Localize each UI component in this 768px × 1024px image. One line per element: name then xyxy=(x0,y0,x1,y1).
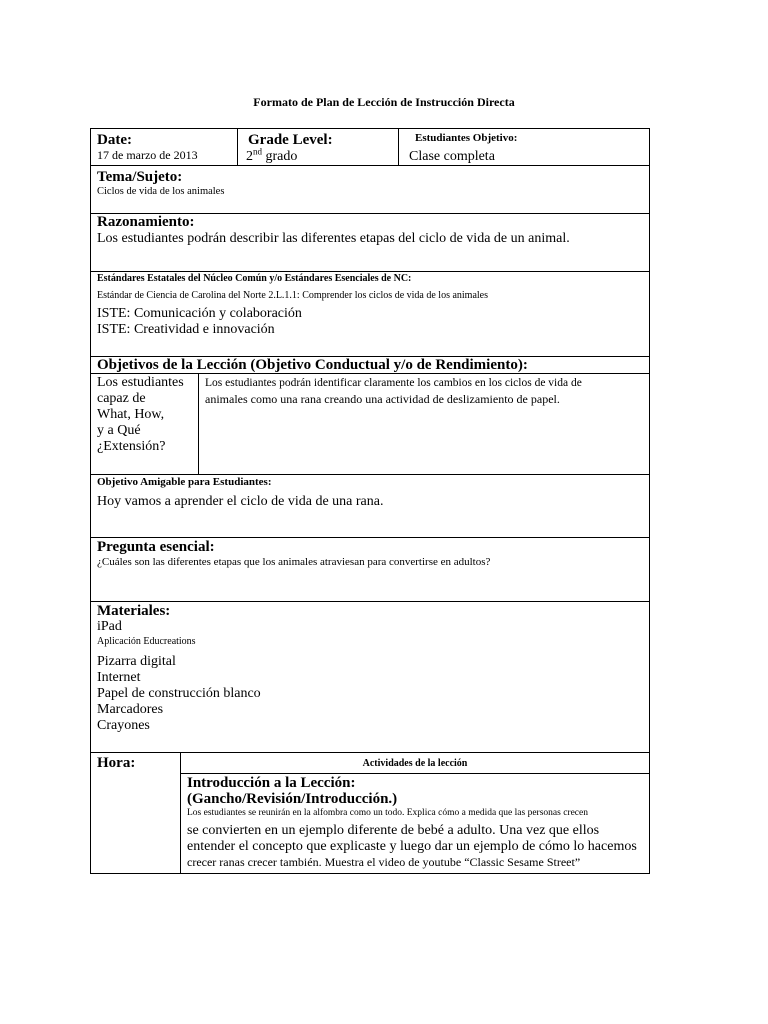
objectives-left-line: y a Qué xyxy=(97,423,141,438)
time-cell xyxy=(91,753,181,873)
objectives-left-line: Los estudiantes xyxy=(97,375,184,390)
time-label: Hora: xyxy=(97,755,136,771)
intro-section xyxy=(181,774,649,870)
standards-line1: Estándar de Ciencia de Carolina del Norte 2.L.1.1: Comprender los ciclos de vida de los animales xyxy=(97,290,488,301)
materials-app: Aplicación Educreations xyxy=(97,636,196,647)
intro-small: Los estudiantes se reunirán en la alfombra como un todo. Explica cómo a medida que las personas crecen xyxy=(187,808,588,818)
date-cell xyxy=(91,129,238,165)
grade-word: grado xyxy=(265,149,298,164)
grade-suffix: nd xyxy=(253,146,262,157)
objectives-left-line: ¿Extensión? xyxy=(97,439,166,454)
objectives-row xyxy=(91,374,649,475)
materials-label: Materiales: xyxy=(97,603,171,619)
materials-item: iPad xyxy=(97,619,122,634)
date-value: 17 de marzo de 2013 xyxy=(97,148,198,162)
essential-question-value: ¿Cuáles son las diferentes etapas que los animales atraviesan para convertirse en adultos? xyxy=(97,556,491,568)
activities-cell xyxy=(181,753,649,873)
grade-label: Grade Level: xyxy=(248,132,333,148)
objectives-left-line: What, How, xyxy=(97,407,165,422)
essential-question-row xyxy=(91,539,649,602)
grade-value xyxy=(246,146,398,165)
activities-header xyxy=(181,753,649,774)
objectives-header-row xyxy=(91,357,649,374)
friendly-objective-row xyxy=(91,475,649,538)
activities-row xyxy=(91,753,649,873)
materials-item: Internet xyxy=(97,670,141,685)
grade-number: 2 xyxy=(246,149,253,164)
objectives-right-line1: Los estudiantes podrán identificar claramente los cambios en los ciclos de vida de xyxy=(205,377,582,389)
objectives-right-cell xyxy=(199,374,649,474)
students-label: Estudiantes Objetivo: xyxy=(415,132,518,144)
materials-item: Pizarra digital xyxy=(97,654,176,669)
objectives-label: Objetivos de la Lección (Objetivo Conductual y/o de Rendimiento): xyxy=(97,357,528,373)
activities-header-label: Actividades de la lección xyxy=(362,758,468,769)
rationale-label: Razonamiento: xyxy=(97,214,195,230)
date-label: Date: xyxy=(97,132,132,148)
materials-item: Papel de construcción blanco xyxy=(97,686,261,701)
intro-title1: Introducción a la Lección: xyxy=(187,775,356,791)
materials-row xyxy=(91,603,649,753)
standards-line2: ISTE: Comunicación y colaboración xyxy=(97,306,302,321)
document-title: Formato de Plan de Lección de Instrucción Directa xyxy=(253,95,515,109)
objectives-left-line: capaz de xyxy=(97,391,146,406)
topic-row xyxy=(91,166,649,214)
students-value: Clase completa xyxy=(409,149,495,164)
intro-line1: se convierten en un ejemplo diferente de bebé a adulto. Una vez que ellos xyxy=(187,823,600,838)
standards-line3: ISTE: Creatividad e innovación xyxy=(97,322,275,337)
standards-row xyxy=(91,272,649,357)
standards-label: Estándares Estatales del Núcleo Común y/o Estándares Esenciales de NC: xyxy=(97,273,412,284)
friendly-objective-label: Objetivo Amigable para Estudiantes: xyxy=(97,476,272,488)
students-cell xyxy=(399,129,649,165)
objectives-right-line2: animales como una rana creando una actividad de deslizamiento de papel. xyxy=(205,392,560,406)
intro-title2: (Gancho/Revisión/Introducción.) xyxy=(187,791,398,807)
materials-item: Marcadores xyxy=(97,702,164,717)
topic-value: Ciclos de vida de los animales xyxy=(97,186,225,197)
intro-line2: entender el concepto que explicaste y luego dar un ejemplo de cómo lo hacemos xyxy=(187,839,637,854)
materials-item: Crayones xyxy=(97,718,150,733)
lesson-plan-table xyxy=(90,128,650,874)
essential-question-label: Pregunta esencial: xyxy=(97,539,215,555)
intro-line3: crecer ranas crecer también. Muestra el video de youtube “Classic Sesame Street” xyxy=(187,855,581,869)
objectives-left-cell xyxy=(91,374,199,474)
topic-label: Tema/Sujeto: xyxy=(97,169,183,185)
grade-cell xyxy=(238,129,399,165)
rationale-row xyxy=(91,214,649,272)
friendly-objective-value: Hoy vamos a aprender el ciclo de vida de una rana. xyxy=(97,494,384,509)
rationale-value: Los estudiantes podrán describir las diferentes etapas del ciclo de vida de un animal. xyxy=(97,231,570,246)
header-row xyxy=(91,129,649,166)
